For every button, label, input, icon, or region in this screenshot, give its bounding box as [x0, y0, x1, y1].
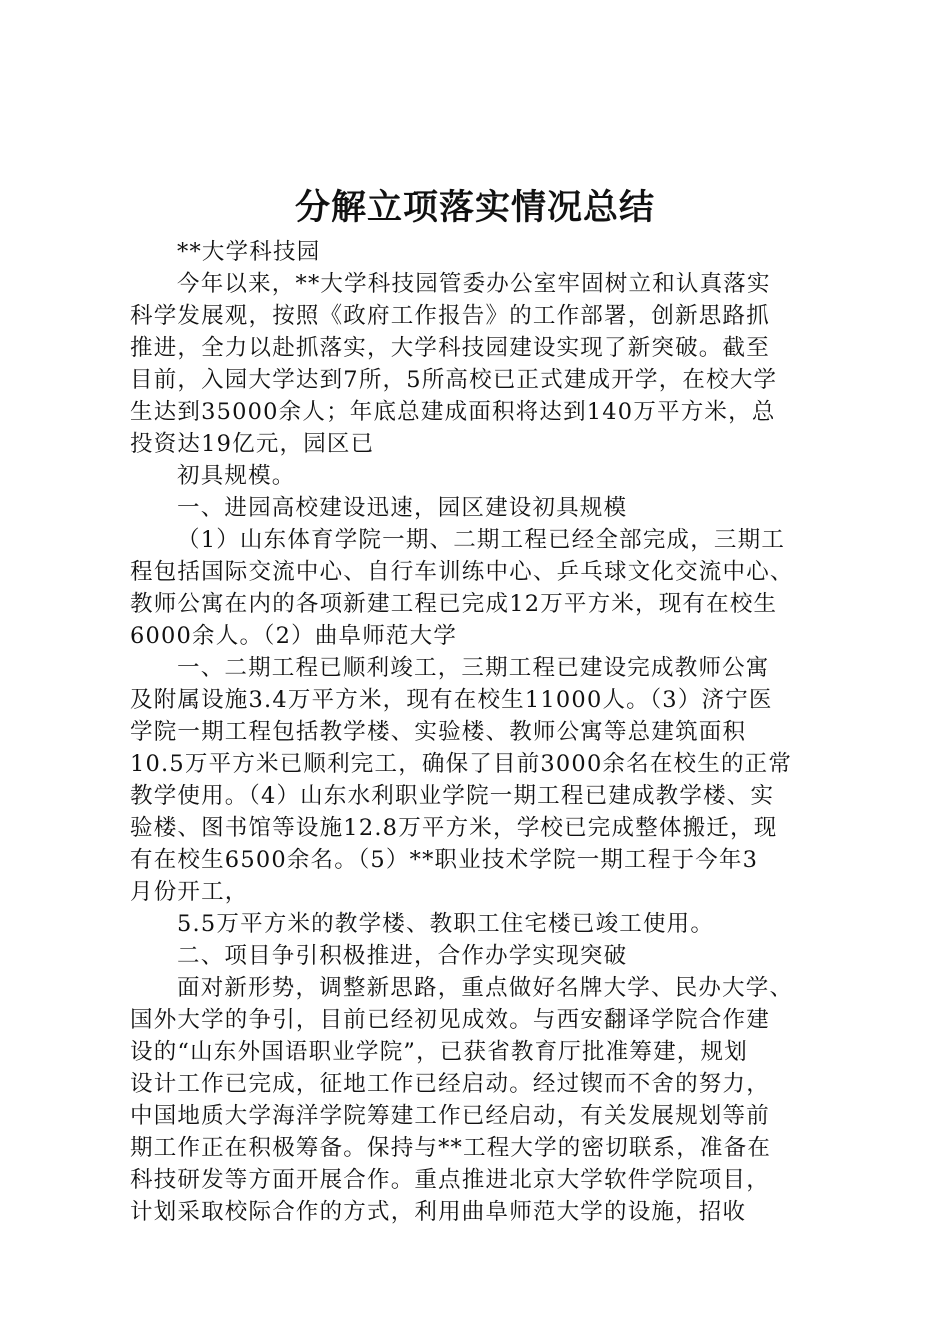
body-line: 验楼、图书馆等设施12.8万平方米，学校已完成整体搬迁，现 [130, 815, 778, 841]
body-line: 5.5万平方米的教学楼、教职工住宅楼已竣工使用。 [177, 911, 715, 937]
body-line: 二、项目争引积极推进，合作办学实现突破 [177, 943, 628, 969]
body-line: 设的“山东外国语职业学院”，已获省教育厅批准筹建，规划 [130, 1039, 748, 1065]
body-line: 教师公寓在内的各项新建工程已完成12万平方米，现有在校生 [130, 591, 778, 617]
document-title: 分解立项落实情况总结 [294, 188, 655, 228]
body-line: 设计工作已完成，征地工作已经启动。经过锲而不舍的努力， [130, 1071, 770, 1097]
body-line: **大学科技园 [177, 239, 321, 265]
body-line: 月份开工， [130, 879, 249, 905]
body-line: 10.5万平方米已顺利完工，确保了目前3000余名在校生的正常 [130, 751, 793, 777]
body-line: 面对新形势，调整新思路，重点做好名牌大学、民办大学、 [177, 975, 794, 1001]
body-line: （1）山东体育学院一期、二期工程已经全部完成，三期工 [177, 527, 786, 553]
body-line: 科技研发等方面开展合作。重点推进北京大学软件学院项目， [130, 1167, 770, 1193]
body-line: 一、二期工程已顺利竣工，三期工程已建设完成教师公寓 [177, 655, 770, 681]
body-line: 推进，全力以赴抓落实，大学科技园建设实现了新突破。截至 [130, 335, 770, 361]
body-line: 国外大学的争引，目前已经初见成效。与西安翻译学院合作建 [130, 1007, 770, 1033]
document-body [130, 236, 830, 1228]
body-line: 科学发展观，按照《政府工作报告》的工作部署，创新思路抓 [130, 303, 770, 329]
body-line: 目前，入园大学达到7所，5所高校已正式建成开学，在校大学 [130, 367, 778, 393]
body-line: 一、进园高校建设迅速，园区建设初具规模 [177, 495, 628, 521]
body-line: 生达到35000余人；年底总建成面积将达到140万平方米，总 [130, 399, 776, 425]
body-line: 及附属设施3.4万平方米，现有在校生11000人。（3）济宁医 [130, 687, 773, 713]
body-line: 计划采取校际合作的方式，利用曲阜师范大学的设施，招收 [130, 1199, 747, 1225]
body-line: 学院一期工程包括教学楼、实验楼、教师公寓等总建筑面积 [130, 719, 747, 745]
body-line: 投资达19亿元，园区已 [130, 431, 375, 457]
body-line: 期工作正在积极筹备。保持与**工程大学的密切联系，准备在 [130, 1135, 772, 1161]
body-line: 有在校生6500余名。（5）**职业技术学院一期工程于今年3 [130, 847, 759, 873]
body-line: 6000余人。（2）曲阜师范大学 [130, 623, 458, 649]
body-line: 教学使用。（4）山东水利职业学院一期工程已建成教学楼、实 [130, 783, 775, 809]
body-line: 初具规模。 [177, 463, 296, 489]
body-line: 程包括国际交流中心、自行车训练中心、乒乓球文化交流中心、 [130, 559, 794, 585]
body-line: 中国地质大学海洋学院筹建工作已经启动，有关发展规划等前 [130, 1103, 770, 1129]
body-line: 今年以来，**大学科技园管委办公室牢固树立和认真落实 [177, 271, 771, 297]
